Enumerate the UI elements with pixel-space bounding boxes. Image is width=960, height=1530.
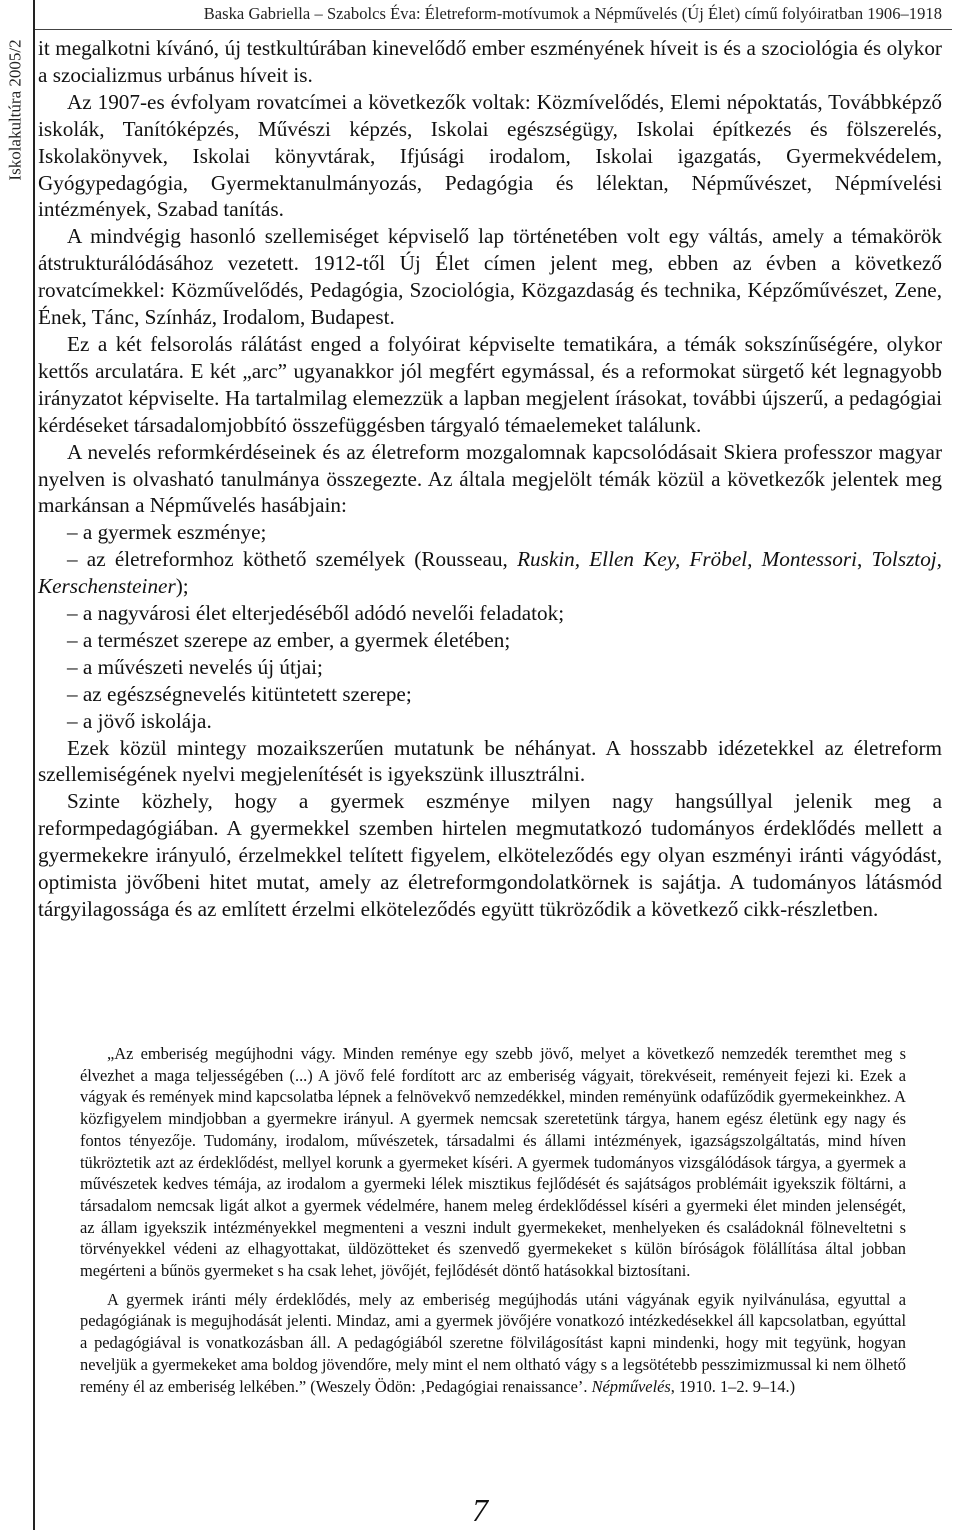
list-item: – az egészségnevelés kitüntetett szerepe; (67, 681, 412, 706)
list-item-names: Tolsztoj, Kerschensteiner (38, 547, 942, 599)
quote-paragraph-2 (80, 1289, 906, 1398)
paragraph-4: Ez a két felsorolás rálátást enged a folyóirat képviselte tematikára, a témák sokszínűségére, olykor kettős arculatára. E két „arc” ugyanakkor jól megfért egymással, és a reformokat sürgető két legnagyobb irányzatot képviselte. Ha tartalmilag elemezzük a lapban megjelent írásokat, további újszerű, a pedagógiai kérdéseket társadalomjobbító összefüggésben tárgyaló témaelemeket találunk. (38, 331, 942, 437)
quote-paragraph-1: „Az emberiség megújhodni vágy. Minden reménye egy szebb jövő, melyet a következő nemzedék teremthet meg s élvezhet a maga teljességében (...) A jövő felé fordított arc az emberiség vágyait, törekvéseit, reményeit fejezi ki. Ezek a vágyak és remények mind kapcsolatba lépnek a felnövekvő nemzedékkel, minden reményünk odafűződik gyermekeinkhez. A közfigyelem mindjobban a gyermekre irányul. A gyermek nemcsak szeretetünk tárgya, hanem egész életünk egy nagy és fontos tényezője. Tudomány, irodalom, művészetek, társadalmi és állami intézmények, igazságszolgáltatás, mind híven tükröztetik azt az érdeklődést, mellyel korunk a gyermeket kíséri. A gyermek tudományos vizsgálódások tárgya, a gyermek a művészetek kedves témája, az irodalom a gyermeki lélek misztikus fejlődését és sajátságos problémáit igyekszik föltárni, a társadalom nemcsak ligát alkot a gyermek védelmére, hanem meleg érdeklődéssel kíséri a gyermeki élet minden jelenségét, az állam igyekszik intézményekkel megmenteni a veszni indult gyermekeket, menhelyeken és családoknál fölneveltetni s törvényekkel védeni az elhagyottakat, üldözötteket és szenvedő gyermekeket s külön bíróságok fölállítása által jobban megérteni a bűnös gyermeket s ha csak lehet, jövőjét, fejlődését döntő hatásokkal biztosítani. (80, 1044, 906, 1281)
list-item: – a művészeti nevelés új útjai; (67, 654, 323, 679)
main-text (38, 35, 942, 923)
list-item-text: – az életreformhoz köthető személyek (Rousseau, (67, 547, 518, 572)
list-item-separator: , (856, 547, 872, 572)
list-item-names: Ruskin, Ellen Key, Fröbel, Montessori (517, 547, 857, 572)
header-rule (35, 29, 952, 30)
block-quote (80, 1043, 906, 1397)
list-item-text: ); (175, 574, 189, 599)
paragraph-7: Szinte közhely, hogy a gyermek eszménye milyen nagy hangsúllyal jelenik meg a reformpedagógiában. A gyermekkel szemben hirtelen megmutatkozó tudományos érdeklődés mellett a gyermekekre irányuló, érzelmekkel telített figyelem, elköteleződés egy olyan eszményi iránti vágyódást, optimista jövőbeni hitet mutat, amely az életreformgondolatkörnek is sajátja. A tudományos látásmód tárgyilagossága és az említett érzelmi elköteleződés együtt tükröződik a következő cikk-részletben. (38, 789, 942, 921)
list-item (38, 546, 942, 600)
quote-text: A gyermek iránti mély érdeklődés, mely az emberiség megújhodás utáni vágyának egyik nyilvánulása, egyuttal a pedagógiának is megujhodását jelenti. Mindaz, ami a gyermek jövőjére vonatkozó intézkedésekkel áll kapcsolatban, egyúttal a pedagógiával is vonatkozásban áll. A pedagógiából szeretne fölvilágosítást kapni mindenki, hogy mit tegyünk, hogyan neveljük a gyermekeket ama boldog jövendőre, mely mint el nem oltható vágy s a legsötétebb pesszimizmussal ki nem ölhető remény él az emberiség lelkében.” (Weszely Ödön: ‚Pedagógiai renaissance’. (80, 1289, 906, 1396)
page-number: 7 (472, 1492, 488, 1528)
paragraph-3: A mindvégig hasonló szellemiséget képviselő lap történetében volt egy váltás, amely a témakörök átstrukturálódásához vezetett. 1912-től Új Élet címen jelent meg, ebben az évben a következő rovatcímekkel: Közművelődés, Pedagógia, Szociológia, Közgazdaság és technika, Képzőművészet, Zene, Ének, Tánc, Színház, Irodalom, Budapest. (38, 224, 942, 330)
list-item: – a nagyvárosi élet elterjedéséből adódó nevelői feladatok; (67, 601, 565, 626)
quote-journal-title: Népművelés (591, 1376, 671, 1396)
paragraph-6: Ezek közül mintegy mozaikszerűen mutatunk be néhányat. A hosszabb idézetekkel az életreform szellemiségének nyelvi megjelenítését is igyekszünk illusztrálni. (38, 735, 942, 787)
running-head: Baska Gabriella – Szabolcs Éva: Életreform-motívumok a Népművelés (Új Élet) című folyóiratban 1906–1918 (203, 4, 942, 23)
paragraph-5: A nevelés reformkérdéseinek és az életreform mozgalomnak kapcsolódásait Skiera professzor magyar nyelven is olvasható tanulmánya összegezte. Az általa megjelölt témák közül a következők jelentek meg markánsan a Népművelés hasábjain: (38, 439, 942, 518)
side-rule (33, 0, 35, 1530)
paragraph-2: Az 1907-es évfolyam rovatcímei a következők voltak: Közmívelődés, Elemi népoktatás, Továbbképző iskolák, Tanítóképzés, Művészi képzés, Iskolai egészségügy, Iskolai építkezés és fölszerelés, Iskolakönyvek, Iskolai könyvtárak, Ifjúsági irodalom, Iskolai igazgatás, Gyermekvédelem, Gyógypedagógia, Gyermektanulmányozás, Pedagógia és lélektan, Népművészet, Népmívelési intézmények, Szabad tanítás. (38, 89, 942, 222)
journal-side-label: Iskolakultúra 2005/2 (6, 39, 26, 181)
paragraph-1: it megalkotni kívánó, új testkultúrában kinevelődő ember eszményének híveit is és a szociológia és olykor a szocializmus urbánus híveit is. (38, 36, 942, 87)
list-item: – a jövő iskolája. (67, 708, 212, 733)
list-item: – a természet szerepe az ember, a gyermek életében; (67, 627, 511, 652)
list-item: – a gyermek eszménye; (67, 520, 267, 545)
quote-citation: , 1910. 1–2. 9–14.) (670, 1376, 796, 1396)
